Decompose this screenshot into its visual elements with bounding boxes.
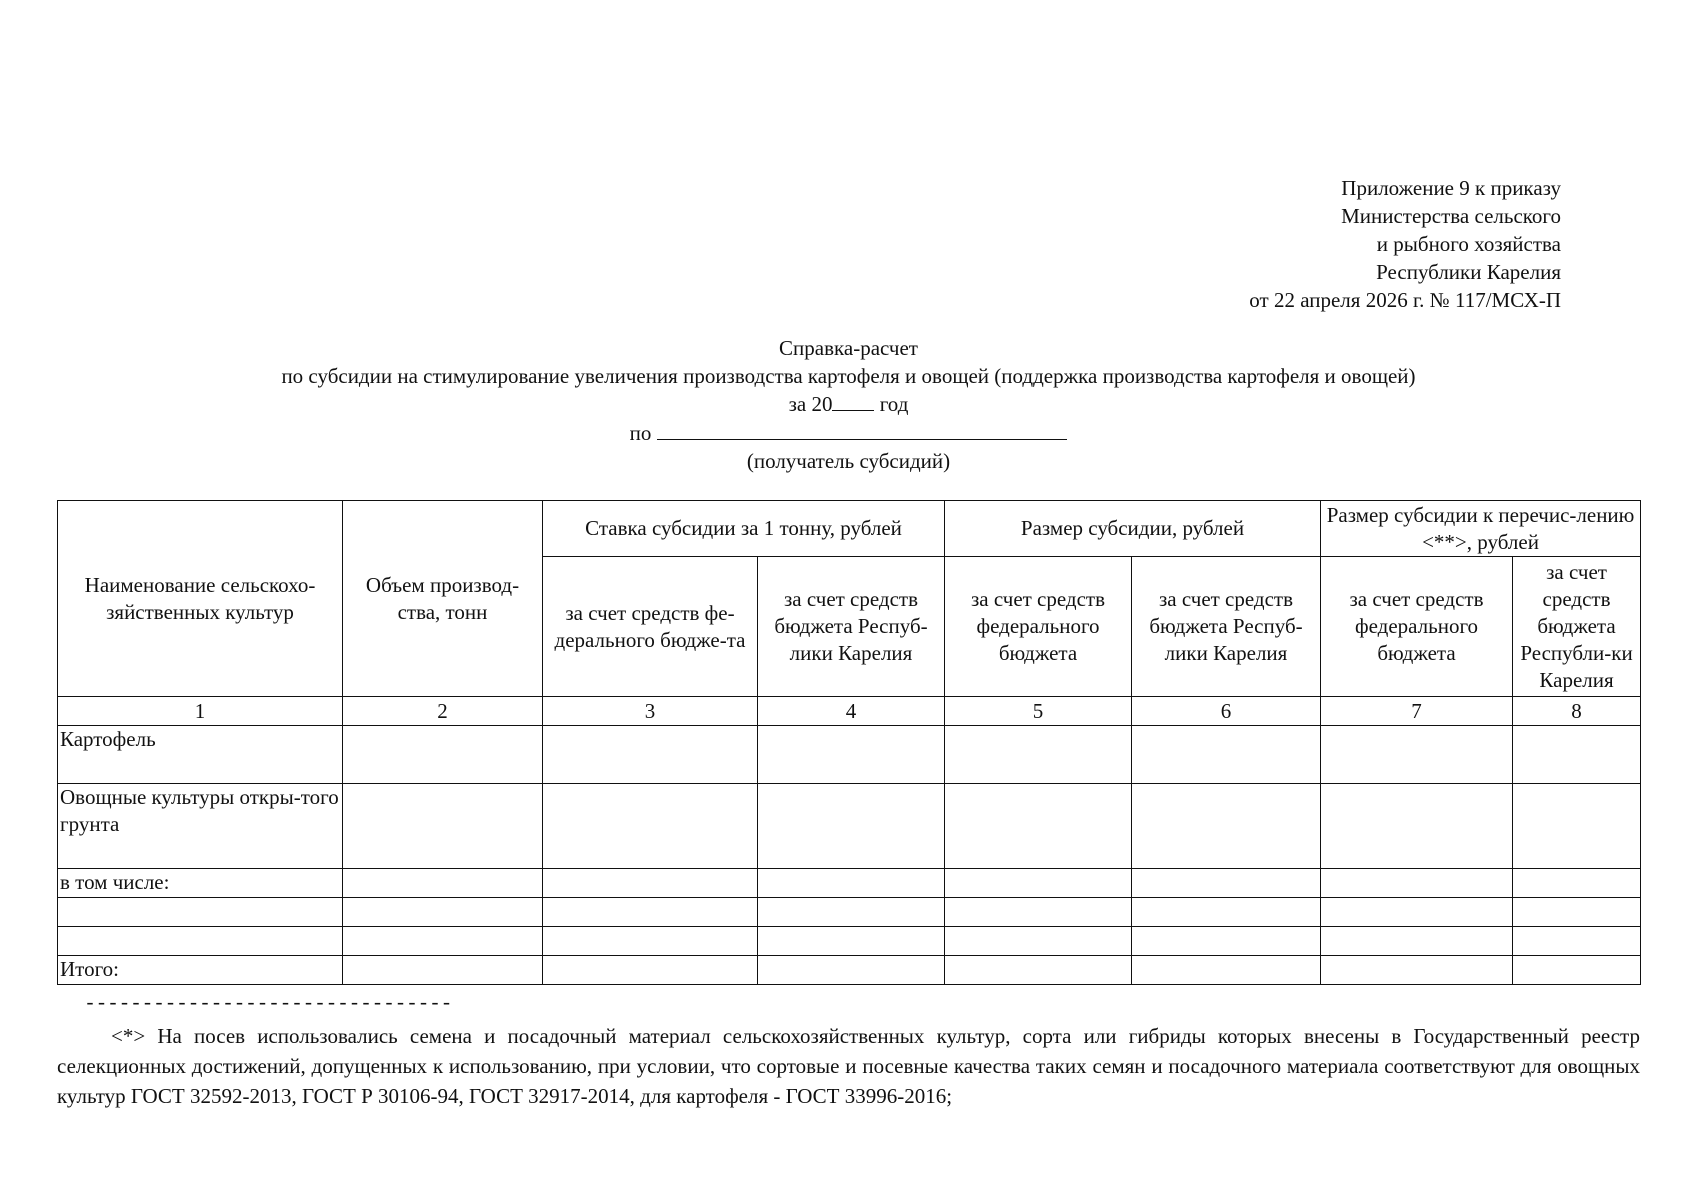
table-row <box>58 784 1641 869</box>
table-row <box>58 869 1641 898</box>
header-transfer-federal: за счет средств федерального бюджета <box>1321 557 1513 697</box>
recipient-blank-field[interactable] <box>657 418 1067 440</box>
table-cell[interactable] <box>343 927 543 956</box>
table-cell[interactable] <box>945 869 1132 898</box>
header-rate-group: Ставка субсидии за 1 тонну, рублей <box>543 501 945 557</box>
row-label <box>58 927 343 956</box>
table-cell[interactable] <box>343 784 543 869</box>
appendix-line: Республики Карелия <box>1376 260 1561 284</box>
appendix-line: Министерства сельского <box>1341 204 1561 228</box>
header-size-republic: за счет средств бюджета Респуб-лики Карелия <box>1132 557 1321 697</box>
header-transfer-group: Размер субсидии к перечис-лению <**>, рублей <box>1321 501 1641 557</box>
table-cell[interactable] <box>758 898 945 927</box>
table-cell[interactable] <box>343 869 543 898</box>
column-number: 5 <box>945 697 1132 726</box>
row-label: в том числе: <box>58 869 343 898</box>
column-number: 4 <box>758 697 945 726</box>
row-label: Картофель <box>58 726 343 784</box>
table-cell[interactable] <box>945 784 1132 869</box>
column-number: 3 <box>543 697 758 726</box>
table-cell[interactable] <box>543 869 758 898</box>
year-blank-field[interactable] <box>832 392 874 411</box>
header-volume: Объем производ-ства, тонн <box>343 501 543 697</box>
table-cell[interactable] <box>1513 784 1641 869</box>
header-rate-federal: за счет средств фе-дерального бюдже-та <box>543 557 758 697</box>
table-cell[interactable] <box>1132 956 1321 985</box>
table-cell[interactable] <box>1132 898 1321 927</box>
table-cell[interactable] <box>1132 927 1321 956</box>
table-cell[interactable] <box>1321 898 1513 927</box>
table-cell[interactable] <box>1132 726 1321 784</box>
table-cell[interactable] <box>543 726 758 784</box>
table-cell[interactable] <box>945 898 1132 927</box>
table-cell[interactable] <box>758 927 945 956</box>
table-cell[interactable] <box>343 726 543 784</box>
table-row <box>58 927 1641 956</box>
recipient-line <box>0 418 1697 447</box>
table-row <box>58 898 1641 927</box>
appendix-line: и рыбного хозяйства <box>1376 232 1561 256</box>
footnote-text: <*> На посев использовались семена и посадочный материал сельскохозяйственных культур, сорта или гибриды которых внесены в Государственный реестр селекционных достижений, допущенных к использованию, при условии, что сортовые и посевные качества таких семян и посадочного материала соответствуют для овощных культур ГОСТ 32592-2013, ГОСТ Р 30106-94, ГОСТ 32917-2014, для картофеля - ГОСТ 33996-2016; <box>57 1024 1640 1108</box>
table-cell[interactable] <box>1513 869 1641 898</box>
header-crop-name: Наименование сельскохо-зяйственных культур <box>58 501 343 697</box>
table-cell[interactable] <box>543 927 758 956</box>
table-cell[interactable] <box>1132 869 1321 898</box>
table-cell[interactable] <box>543 784 758 869</box>
table-row <box>58 956 1641 985</box>
table-cell[interactable] <box>758 726 945 784</box>
header-size-group: Размер субсидии, рублей <box>945 501 1321 557</box>
recipient-prefix: по <box>629 421 652 445</box>
table-cell[interactable] <box>1513 726 1641 784</box>
table-cell[interactable] <box>758 784 945 869</box>
document-title-block <box>0 334 1697 475</box>
table-cell[interactable] <box>343 898 543 927</box>
column-number: 2 <box>343 697 543 726</box>
appendix-block <box>1249 174 1561 314</box>
row-label: Итого: <box>58 956 343 985</box>
table-cell[interactable] <box>1321 956 1513 985</box>
column-number: 1 <box>58 697 343 726</box>
table-cell[interactable] <box>1513 927 1641 956</box>
column-number: 8 <box>1513 697 1641 726</box>
appendix-line: от 22 апреля 2026 г. № 117/МСХ-П <box>1249 288 1561 312</box>
table-cell[interactable] <box>343 956 543 985</box>
table-cell[interactable] <box>1513 956 1641 985</box>
table-cell[interactable] <box>1321 927 1513 956</box>
table-cell[interactable] <box>945 726 1132 784</box>
table-cell[interactable] <box>543 956 758 985</box>
table-cell[interactable] <box>945 956 1132 985</box>
table-cell[interactable] <box>758 956 945 985</box>
recipient-caption: (получатель субсидий) <box>746 449 951 473</box>
footnote-separator: -------------------------------- <box>84 993 453 1016</box>
subsidy-calculation-table <box>57 500 1641 985</box>
row-label <box>58 898 343 927</box>
document-heading: Справка-расчет <box>779 336 918 360</box>
column-number: 6 <box>1132 697 1321 726</box>
period-suffix: год <box>874 392 909 416</box>
appendix-line: Приложение 9 к приказу <box>1341 176 1561 200</box>
table-cell[interactable] <box>1321 869 1513 898</box>
table-cell[interactable] <box>758 869 945 898</box>
header-rate-republic: за счет средств бюджета Респуб-лики Карелия <box>758 557 945 697</box>
header-size-federal: за счет средств федерального бюджета <box>945 557 1132 697</box>
table-cell[interactable] <box>1132 784 1321 869</box>
column-number-row <box>58 697 1641 726</box>
document-subject: по субсидии на стимулирование увеличения производства картофеля и овощей (поддержка производства картофеля и овощей) <box>281 364 1416 388</box>
table-cell[interactable] <box>1513 898 1641 927</box>
table-row <box>58 726 1641 784</box>
period-line <box>0 390 1697 418</box>
table-cell[interactable] <box>1321 726 1513 784</box>
row-label: Овощные культуры откры-того грунта <box>58 784 343 869</box>
period-prefix: за 20 <box>788 392 833 416</box>
table-cell[interactable] <box>1321 784 1513 869</box>
column-number: 7 <box>1321 697 1513 726</box>
table-cell[interactable] <box>543 898 758 927</box>
header-transfer-republic: за счет средств бюджета Республи-ки Карелия <box>1513 557 1641 697</box>
table-cell[interactable] <box>945 927 1132 956</box>
